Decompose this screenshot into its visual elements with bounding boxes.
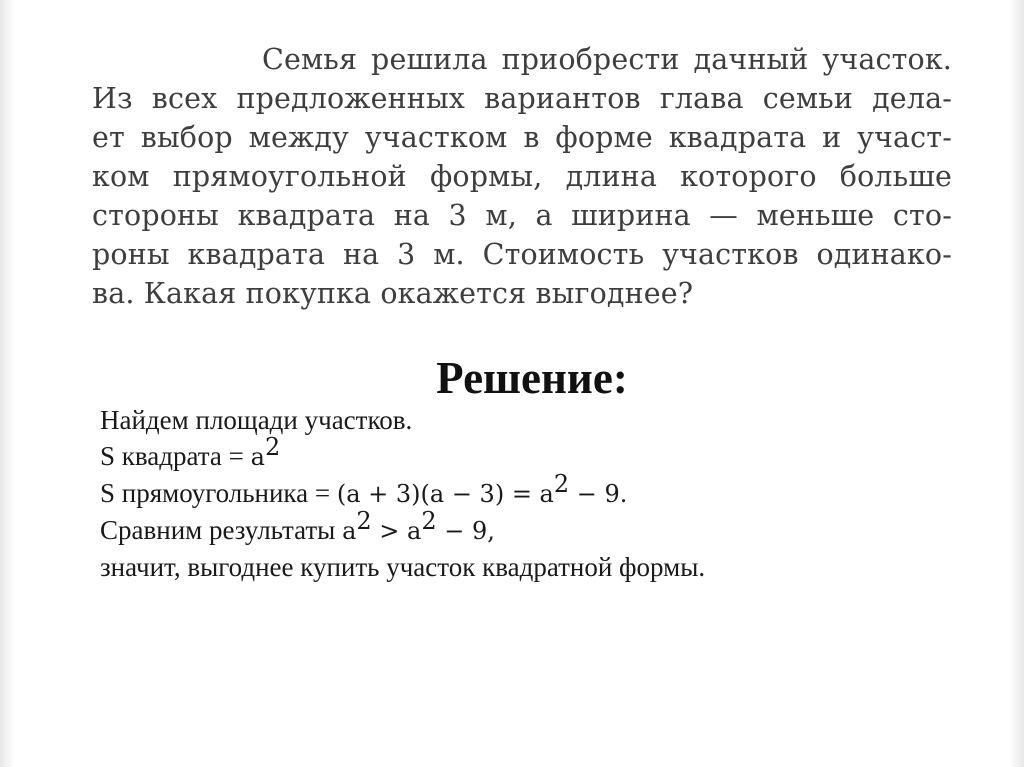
square-area-formula [100,433,960,475]
solution-intro: Найдем площади участков. [100,405,413,435]
problem-line: Семья решила приобрести дачный участок. [262,43,952,76]
problem-line: ком прямоугольной формы, длина которого больше [92,160,952,193]
problem-line: стороны квадрата на 3 м, а ширина — меньше сто- [92,199,952,232]
rect-area-exponent: 2 [553,470,570,498]
problem-line: роны квадрата на 3 м. Стоимость участков одинако- [92,238,952,271]
problem-line: Из всех предложенных вариантов глава семьи дела- [92,82,952,115]
comparison-left-exponent: 2 [356,507,372,535]
problem-line: ет выбор между участком в форме квадрата и участ- [92,121,952,154]
solution-body [100,402,960,585]
comparison-left: a [342,517,357,545]
rect-area-formula [100,470,960,512]
solution-heading: Решение: [436,353,628,403]
rect-area-label: S прямоугольника = [100,478,337,508]
comparison-tail: − 9, [436,517,495,545]
comparison-right-exponent: 2 [421,507,437,535]
solution-conclusion: значит, выгоднее купить участок квадратной формы. [100,552,706,582]
rect-area-tail: − 9. [569,480,628,508]
comparison-formula [100,507,960,549]
problem-text [92,40,952,313]
comparison-middle: > a [371,517,422,545]
comparison-label: Сравним результаты [100,515,343,545]
problem-line: ва. Какая покупка окажется выгоднее? [92,277,694,310]
square-area-exponent: 2 [264,433,281,461]
square-area-label: S квадрата = [100,441,251,471]
rect-area-expression: (a + 3)(a − 3) = a [336,480,554,508]
square-area-base: a [250,443,265,471]
